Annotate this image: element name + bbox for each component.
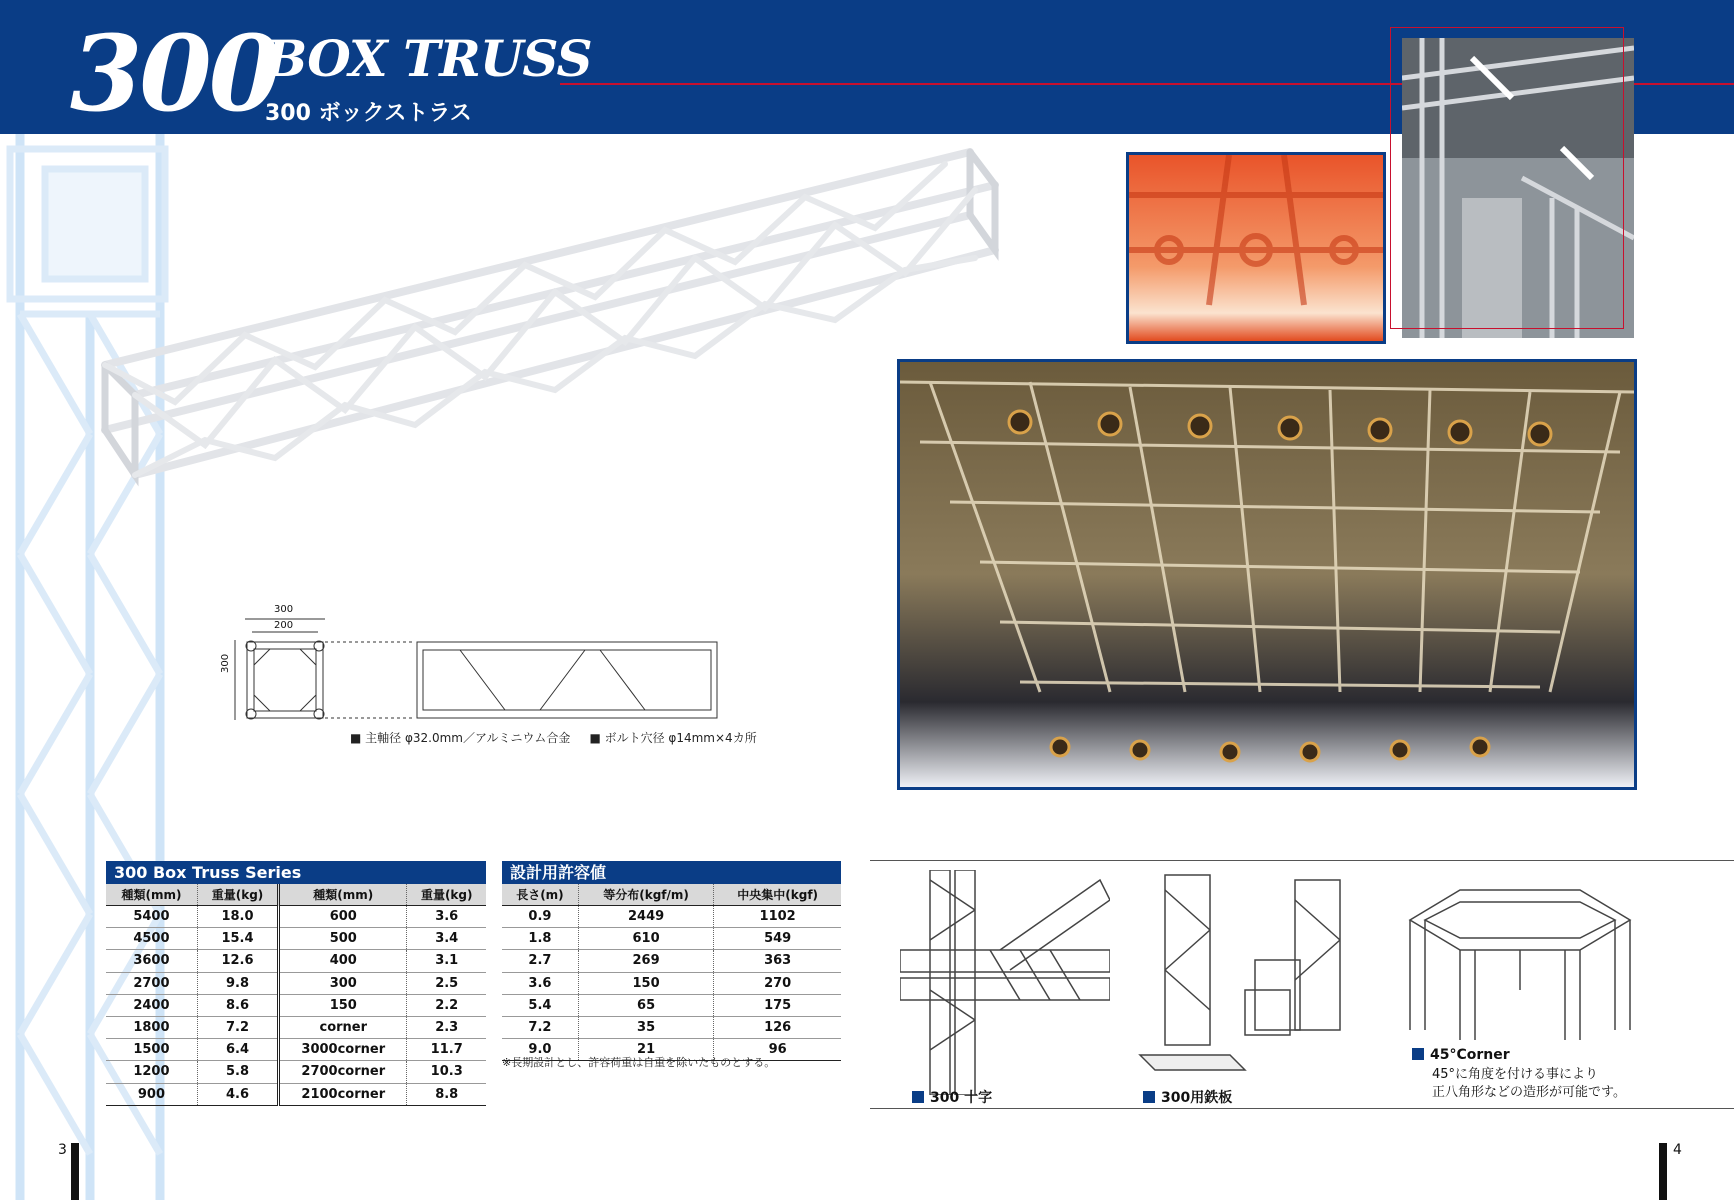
table-cell: 2700 [106, 972, 197, 994]
title-number: 300 [70, 12, 279, 135]
series-table-grid [106, 884, 486, 1106]
table-cell: 2.3 [407, 1016, 486, 1038]
table-cell: 18.0 [197, 906, 278, 928]
table-cell: 96 [714, 1039, 841, 1061]
spec-line [350, 729, 757, 746]
table-row [502, 906, 841, 928]
title-subtitle: 300 ボックストラス [265, 101, 472, 126]
table-row [106, 994, 486, 1016]
page-marker-left [71, 1143, 79, 1200]
series-table [106, 861, 486, 1106]
photo-lit-stage-floor [1126, 152, 1386, 344]
table-cell: 35 [578, 1016, 713, 1038]
table-cell: 269 [578, 950, 713, 972]
table-row [106, 950, 486, 972]
square-bullet-icon [912, 1091, 924, 1103]
page-number-right: 4 [1673, 1142, 1682, 1158]
table-cell: 363 [714, 950, 841, 972]
table-cell: 6.4 [197, 1039, 278, 1061]
table-row [106, 1039, 486, 1061]
table-cell: 12.6 [197, 950, 278, 972]
table-row [502, 950, 841, 972]
square-bullet-icon [1412, 1048, 1424, 1060]
corner-description: 45°に角度を付ける事により 正八角形などの造形が可能です。 [1432, 1067, 1626, 1100]
table-cell: 0.9 [502, 906, 578, 928]
table-cell: 1500 [106, 1039, 197, 1061]
base-plate-caption: 300用鉄板 [1143, 1087, 1232, 1107]
table-cell: 21 [578, 1039, 713, 1061]
table-cell: 1.8 [502, 928, 578, 950]
table-cell: corner [279, 1016, 407, 1038]
table-cell: 8.8 [407, 1083, 486, 1105]
accessories-top-rule [870, 860, 1734, 861]
table-row [106, 928, 486, 950]
table-cell: 400 [279, 950, 407, 972]
table-row [106, 906, 486, 928]
table-cell: 3.6 [407, 906, 486, 928]
table-row [106, 1083, 486, 1105]
table-cell: 4500 [106, 928, 197, 950]
table-cell: 3600 [106, 950, 197, 972]
dim-inner-label: 200 [274, 620, 294, 631]
table-cell: 10.3 [407, 1061, 486, 1083]
dim-height-label: 300 [220, 653, 231, 673]
table-cell: 8.6 [197, 994, 278, 1016]
table-cell: 175 [714, 994, 841, 1016]
photo-red-frame [1390, 27, 1624, 329]
col-header: 中央集中(kgf) [714, 884, 841, 906]
cross-joint-illustration [900, 870, 1110, 1095]
cross-joint-caption: 300 十字 [912, 1087, 992, 1107]
dim-outer-label: 300 [274, 604, 294, 615]
table-row [106, 1016, 486, 1038]
col-header: 重量(kg) [407, 884, 486, 906]
page-marker-right [1659, 1143, 1667, 1200]
table-cell: 5.8 [197, 1061, 278, 1083]
table-cell: 1102 [714, 906, 841, 928]
table-cell: 4.6 [197, 1083, 278, 1105]
octagon-corner-illustration [1400, 880, 1640, 1045]
load-table-title: 設計用許容値 [502, 861, 841, 884]
table-cell: 1800 [106, 1016, 197, 1038]
table-cell: 150 [578, 972, 713, 994]
col-header: 等分布(kgf/m) [578, 884, 713, 906]
col-header: 種類(mm) [279, 884, 407, 906]
load-table-body [502, 906, 841, 1061]
table-cell: 5400 [106, 906, 197, 928]
corner-caption: 45°Corner [1412, 1047, 1510, 1063]
table-cell: 2400 [106, 994, 197, 1016]
series-table-body [106, 906, 486, 1106]
table-cell: 3000corner [279, 1039, 407, 1061]
table-cell: 3.1 [407, 950, 486, 972]
table-cell: 2.2 [407, 994, 486, 1016]
series-table-title: 300 Box Truss Series [106, 861, 486, 884]
table-cell: 2100corner [279, 1083, 407, 1105]
table-cell: 2.5 [407, 972, 486, 994]
table-row [502, 928, 841, 950]
table-cell: 11.7 [407, 1039, 486, 1061]
load-table-note: ※長期設計とし、許容荷重は自重を除いたものとする。 [502, 1056, 776, 1069]
col-header: 長さ(m) [502, 884, 578, 906]
table-row [502, 1016, 841, 1038]
col-header: 重量(kg) [197, 884, 278, 906]
table-cell: 65 [578, 994, 713, 1016]
table-row [106, 1061, 486, 1083]
table-row [502, 994, 841, 1016]
load-table-grid [502, 884, 841, 1061]
table-cell: 7.2 [502, 1016, 578, 1038]
table-cell: 2449 [578, 906, 713, 928]
table-cell: 500 [279, 928, 407, 950]
table-row [502, 972, 841, 994]
table-cell: 126 [714, 1016, 841, 1038]
table-cell: 3.4 [407, 928, 486, 950]
load-table [502, 861, 841, 1061]
table-cell: 9.8 [197, 972, 278, 994]
photo-stage-lighting-grid [897, 359, 1637, 790]
col-header: 種類(mm) [106, 884, 197, 906]
table-cell: 270 [714, 972, 841, 994]
table-cell: 9.0 [502, 1039, 578, 1061]
accessories-bottom-rule [870, 1108, 1734, 1109]
table-cell: 5.4 [502, 994, 578, 1016]
table-cell: 3.6 [502, 972, 578, 994]
table-cell: 549 [714, 928, 841, 950]
table-cell: 2700corner [279, 1061, 407, 1083]
table-cell: 300 [279, 972, 407, 994]
title-text: BOX TRUSS [265, 29, 592, 88]
table-cell: 150 [279, 994, 407, 1016]
table-cell: 900 [106, 1083, 197, 1105]
table-cell: 610 [578, 928, 713, 950]
cross-section-drawing [220, 600, 740, 725]
table-cell: 15.4 [197, 928, 278, 950]
table-cell: 2.7 [502, 950, 578, 972]
square-bullet-icon [1143, 1091, 1155, 1103]
table-cell: 7.2 [197, 1016, 278, 1038]
base-plate-illustration [1135, 870, 1345, 1075]
page-number-left: 3 [58, 1142, 67, 1158]
table-cell: 600 [279, 906, 407, 928]
spec-main-axis: ■ 主軸径 φ32.0mm／アルミニウム合金 [350, 731, 571, 745]
table-cell: 1200 [106, 1061, 197, 1083]
table-row [106, 972, 486, 994]
spec-bolt-hole: ■ ボルト穴径 φ14mm×4カ所 [589, 731, 757, 745]
